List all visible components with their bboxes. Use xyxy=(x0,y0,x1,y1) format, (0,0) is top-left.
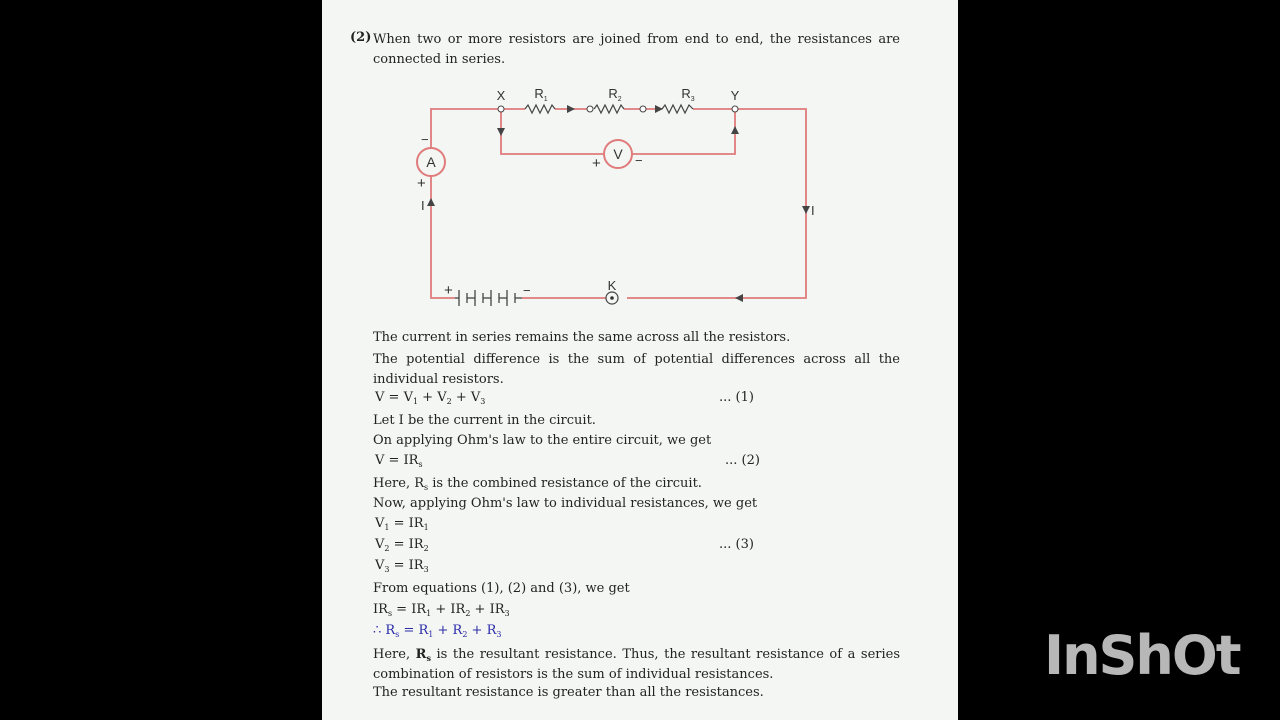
arrow-up-left xyxy=(427,198,435,206)
battery-plus: + xyxy=(444,282,453,299)
equation-5-result: ∴ $R_s = R_1 + R_2 + R_3$ xyxy=(373,623,502,639)
equation-3-ref: ... (3) xyxy=(719,537,754,552)
arrow-down-x xyxy=(497,128,505,136)
label-k: K xyxy=(607,278,617,293)
equation-2-ref: ... (2) xyxy=(725,453,760,468)
para-greater-than-all: The resultant resistance is greater than all the resistances. xyxy=(373,685,764,700)
voltmeter-plus: + xyxy=(592,155,601,172)
equation-1-ref: ... (1) xyxy=(719,390,754,405)
equation-3a: $V_1 = IR_1$ xyxy=(375,516,429,532)
para-ohms-law-individual: Now, applying Ohm's law to individual resistances, we get xyxy=(373,496,758,511)
document-page xyxy=(322,0,958,720)
current-label-right: I xyxy=(811,203,815,218)
ammeter-plus: + xyxy=(417,175,426,192)
equation-3c: $V_3 = IR_3$ xyxy=(375,558,429,574)
resistor-r3 xyxy=(662,105,693,113)
voltmeter-minus: − xyxy=(635,153,643,168)
ammeter xyxy=(417,148,445,176)
arrow-up-y xyxy=(731,126,739,134)
battery-minus: − xyxy=(523,283,531,298)
arrow-down-right xyxy=(802,206,810,214)
current-label-left: I xyxy=(421,198,425,213)
para-resultant-resistance: Here, $R_s$ is the resultant resistance. Thus, the resultant resistance of a series combination of resistors is the sum of individual resistances. xyxy=(373,647,901,682)
equation-3b: $V_2 = IR_2$ xyxy=(375,537,429,553)
para-combined-resistance: Here, $R_s$ is the combined resistance of the circuit. xyxy=(373,476,702,492)
label-r2: $R_2$ xyxy=(608,86,622,103)
equation-4: $IR_s = IR_1 + IR_2 + IR_3$ xyxy=(373,602,510,618)
question-text: When two or more resistors are joined from end to end, the resistances are connected in series. xyxy=(373,32,900,67)
key-switch xyxy=(606,292,618,304)
label-x: X xyxy=(496,88,506,103)
ammeter-minus: − xyxy=(421,132,429,147)
battery xyxy=(455,290,522,306)
label-y: Y xyxy=(730,88,740,103)
resistor-r1 xyxy=(525,105,555,113)
equation-1: $V = V_1 + V_2 + V_3$ xyxy=(375,390,486,406)
series-circuit-diagram xyxy=(407,78,827,312)
equation-2: $V = IR_s$ xyxy=(375,453,423,469)
resistor-r2 xyxy=(594,105,624,113)
para-let-current: Let I be the current in the circuit. xyxy=(373,413,596,428)
voltmeter xyxy=(604,140,632,168)
para-potential-difference: The potential difference is the sum of potential differences across all the individual resistors. xyxy=(373,352,900,387)
arrow-left-bottom xyxy=(735,294,743,302)
resistors xyxy=(525,105,693,113)
para-ohms-law-circuit: On applying Ohm's law to the entire circuit, we get xyxy=(373,433,712,448)
para-from-equations: From equations (1), (2) and (3), we get xyxy=(373,581,630,596)
arrow-right-2 xyxy=(655,105,663,113)
question-number: (2) xyxy=(350,30,372,45)
voltmeter-label: V xyxy=(613,146,623,162)
label-r3: $R_3$ xyxy=(681,86,695,103)
para-current-same: The current in series remains the same across all the resistors. xyxy=(373,330,791,345)
circuit-wires xyxy=(431,109,806,298)
inshot-watermark: InShOt xyxy=(1044,624,1240,687)
label-r1: $R_1$ xyxy=(534,86,548,103)
ammeter-label: A xyxy=(426,154,436,170)
arrow-right-1 xyxy=(567,105,575,113)
current-arrows xyxy=(427,105,810,302)
